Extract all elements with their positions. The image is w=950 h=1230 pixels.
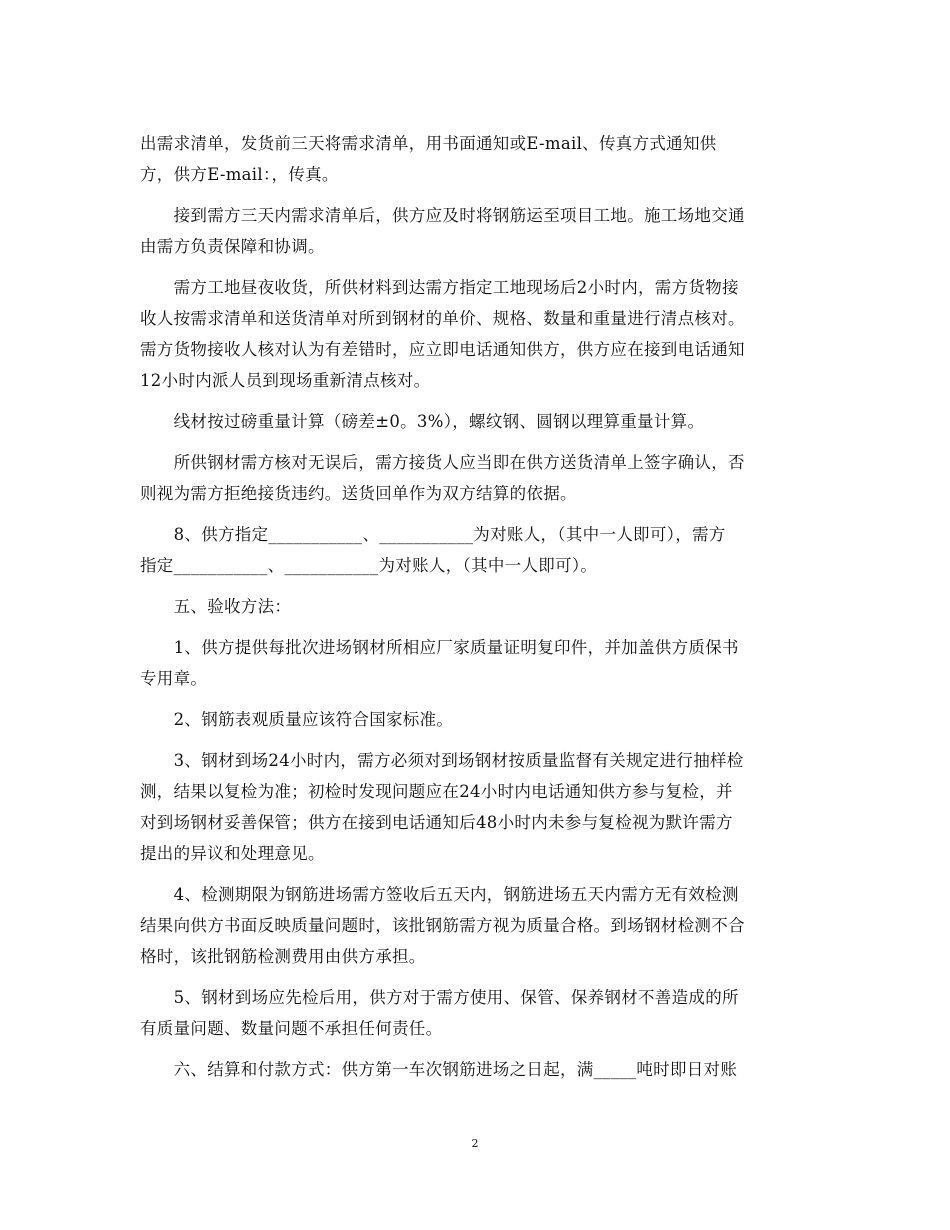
paragraph bbox=[140, 406, 812, 437]
text-line: 线材按过磅重量计算（磅差±0。3%），螺纹钢、圆钢以理算重量计算。 bbox=[140, 412, 705, 431]
paragraph-gap bbox=[140, 694, 812, 704]
text-line: 专用章。 bbox=[140, 669, 208, 688]
text-line: 有质量问题、数量问题不承担任何责任。 bbox=[140, 1019, 443, 1038]
text-line: 2、钢筋表观质量应该符合国家标准。 bbox=[140, 710, 454, 729]
paragraph bbox=[140, 745, 812, 869]
paragraph bbox=[140, 1054, 812, 1085]
text-line: 五、验收方法： bbox=[140, 597, 292, 616]
text-line: 接到需方三天内需求清单后，供方应及时将钢筋运至项目工地。施工场地交通 bbox=[140, 206, 745, 225]
page-number: 2 bbox=[471, 1137, 479, 1150]
paragraph-gap bbox=[140, 622, 812, 632]
text-line: 8、供方指定___________、___________为对账人，（其中一人即可），需方 bbox=[140, 525, 726, 544]
paragraph-gap bbox=[140, 396, 812, 406]
text-line: 则视为需方拒绝接货违约。送货回单作为双方结算的依据。 bbox=[140, 484, 577, 503]
paragraph bbox=[140, 632, 812, 694]
paragraph bbox=[140, 704, 812, 735]
paragraph bbox=[140, 200, 812, 262]
text-line: 1、供方提供每批次进场钢材所相应厂家质量证明复印件，并加盖供方质保书 bbox=[140, 638, 739, 657]
text-line: 出需求清单，发货前三天将需求清单，用书面通知或E-mail、传真方式通知供 bbox=[140, 134, 717, 153]
text-line: 提出的异议和处理意见。 bbox=[140, 844, 325, 863]
text-line: 收人按需求清单和送货清单对所到钢材的单价、规格、数量和重量进行清点核对。 bbox=[140, 309, 745, 328]
paragraph-gap bbox=[140, 262, 812, 272]
text-line: 由需方负责保障和协调。 bbox=[140, 237, 325, 256]
text-line: 12小时内派人员到现场重新清点核对。 bbox=[140, 371, 431, 390]
paragraph-gap bbox=[140, 437, 812, 447]
paragraph bbox=[140, 519, 812, 581]
text-line: 对到场钢材妥善保管；供方在接到电话通知后48小时内未参与复检视为默许需方 bbox=[140, 813, 733, 832]
paragraph bbox=[140, 591, 812, 622]
text-line: 4、检测期限为钢筋进场需方签收后五天内，钢筋进场五天内需方无有效检测 bbox=[140, 885, 739, 904]
text-line: 测，结果以复检为准；初检时发现问题应在24小时内电话通知供方参与复检，并 bbox=[140, 782, 733, 801]
paragraph bbox=[140, 447, 812, 509]
paragraph bbox=[140, 272, 812, 396]
text-line: 需方工地昼夜收货，所供材料到达需方指定工地现场后2小时内，需方货物接 bbox=[140, 278, 739, 297]
text-line: 指定___________、___________为对账人，（其中一人即可）。 bbox=[140, 556, 598, 575]
text-line: 5、钢材到场应先检后用，供方对于需方使用、保管、保养钢材不善造成的所 bbox=[140, 988, 739, 1007]
text-line: 格时，该批钢筋检测费用由供方承担。 bbox=[140, 947, 426, 966]
paragraph bbox=[140, 879, 812, 972]
text-line: 3、钢材到场24小时内，需方必须对到场钢材按质量监督有关规定进行抽样检 bbox=[140, 751, 744, 770]
text-line: 六、结算和付款方式：供方第一车次钢筋进场之日起，满_____吨时即日对账 bbox=[140, 1060, 738, 1079]
text-line: 结果向供方书面反映质量问题时，该批钢筋需方视为质量合格。到场钢材检测不合 bbox=[140, 916, 745, 935]
paragraph bbox=[140, 128, 812, 190]
paragraph-gap bbox=[140, 1044, 812, 1054]
paragraph-gap bbox=[140, 581, 812, 591]
paragraph-gap bbox=[140, 509, 812, 519]
paragraph-gap bbox=[140, 735, 812, 745]
text-line: 方，供方E-mail：，传真。 bbox=[140, 165, 339, 184]
text-line: 所供钢材需方核对无误后，需方接货人应当即在供方送货清单上签字确认，否 bbox=[140, 453, 745, 472]
document-body bbox=[140, 128, 812, 1085]
paragraph-gap bbox=[140, 190, 812, 200]
paragraph-gap bbox=[140, 869, 812, 879]
text-line: 需方货物接收人核对认为有差错时，应立即电话通知供方，供方应在接到电话通知 bbox=[140, 340, 745, 359]
paragraph bbox=[140, 982, 812, 1044]
paragraph-gap bbox=[140, 972, 812, 982]
